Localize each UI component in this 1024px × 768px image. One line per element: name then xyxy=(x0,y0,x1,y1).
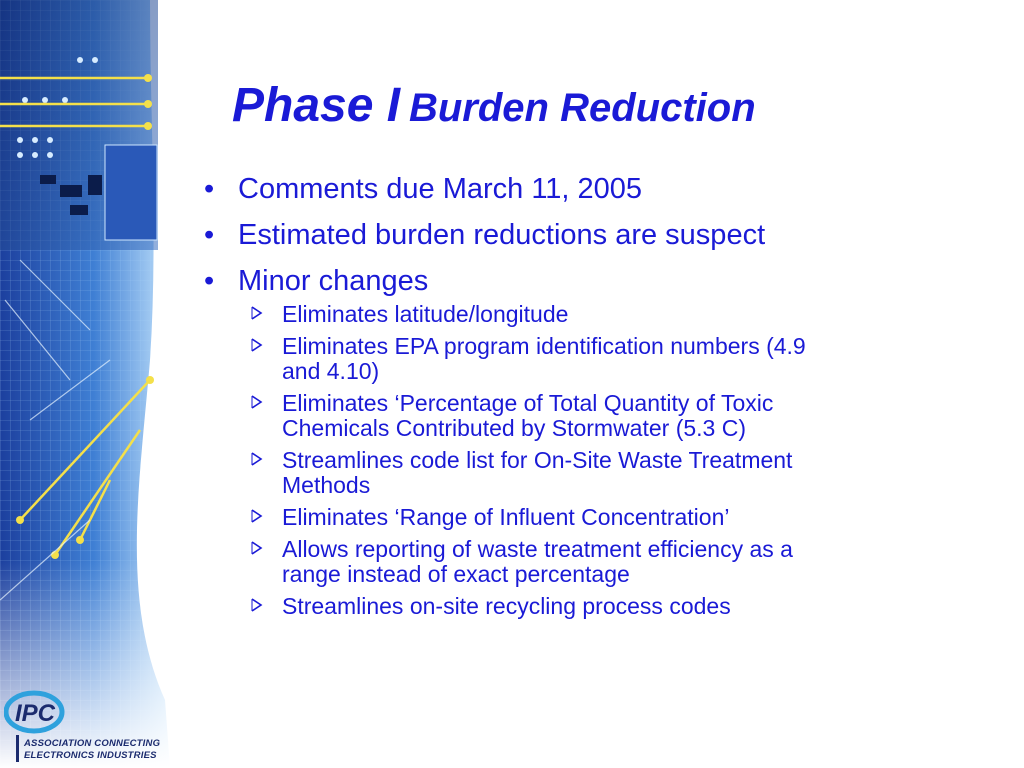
sub-bullet-item xyxy=(198,537,842,587)
sub-bullet-text: Eliminates latitude/longitude xyxy=(282,301,569,327)
sub-bullet-text: Eliminates EPA program identification numbers (4.9 and 4.10) xyxy=(282,333,806,384)
sub-bullet-text: Streamlines code list for On-Site Waste Treatment Methods xyxy=(282,447,793,498)
bullet-item xyxy=(198,264,938,298)
bullet-text: Comments due March 11, 2005 xyxy=(238,173,643,205)
bullet-dot-icon: • xyxy=(204,219,215,251)
slide-title xyxy=(232,78,756,133)
sub-bullet-item xyxy=(198,302,842,327)
sub-bullet-item xyxy=(198,505,842,530)
chevron-right-icon xyxy=(250,394,264,410)
circuit-board-image xyxy=(0,0,210,768)
ipc-logo xyxy=(4,690,184,768)
chevron-right-icon xyxy=(250,451,264,467)
bullet-text: Estimated burden reductions are suspect xyxy=(238,219,766,251)
sub-bullet-item xyxy=(198,594,842,619)
title-main: Phase I xyxy=(232,79,401,132)
sub-bullet-text: Allows reporting of waste treatment efficiency as a range instead of exact percentage xyxy=(282,536,793,587)
chevron-right-icon xyxy=(250,337,264,353)
ipc-logo-text: IPC xyxy=(15,700,56,727)
ipc-logo-mark-icon xyxy=(4,690,74,734)
chevron-right-icon xyxy=(250,540,264,556)
sub-bullet-text: Streamlines on-site recycling process codes xyxy=(282,593,731,619)
bullet-text: Minor changes xyxy=(238,265,429,297)
chevron-right-icon xyxy=(250,508,264,524)
bullet-item xyxy=(198,172,938,206)
logo-tagline-line1: ASSOCIATION CONNECTING xyxy=(24,738,161,749)
logo-tagline-bar xyxy=(16,735,19,762)
sub-bullet-text: Eliminates ‘Percentage of Total Quantity of Toxic Chemicals Contributed by Stormwater (5.3 C) xyxy=(282,390,774,441)
sub-bullet-item xyxy=(198,334,842,384)
title-sub: Burden Reduction xyxy=(408,86,756,130)
bullet-dot-icon: • xyxy=(204,265,215,297)
bullet-dot-icon: • xyxy=(204,173,215,205)
chevron-right-icon xyxy=(250,597,264,613)
slide-body xyxy=(198,172,938,626)
logo-tagline-line2: ELECTRONICS INDUSTRIES xyxy=(24,750,157,761)
sub-bullet-text: Eliminates ‘Range of Influent Concentration’ xyxy=(282,504,730,530)
sub-bullet-item xyxy=(198,391,842,441)
chevron-right-icon xyxy=(250,305,264,321)
sub-bullet-item xyxy=(198,448,842,498)
bullet-item xyxy=(198,218,938,252)
